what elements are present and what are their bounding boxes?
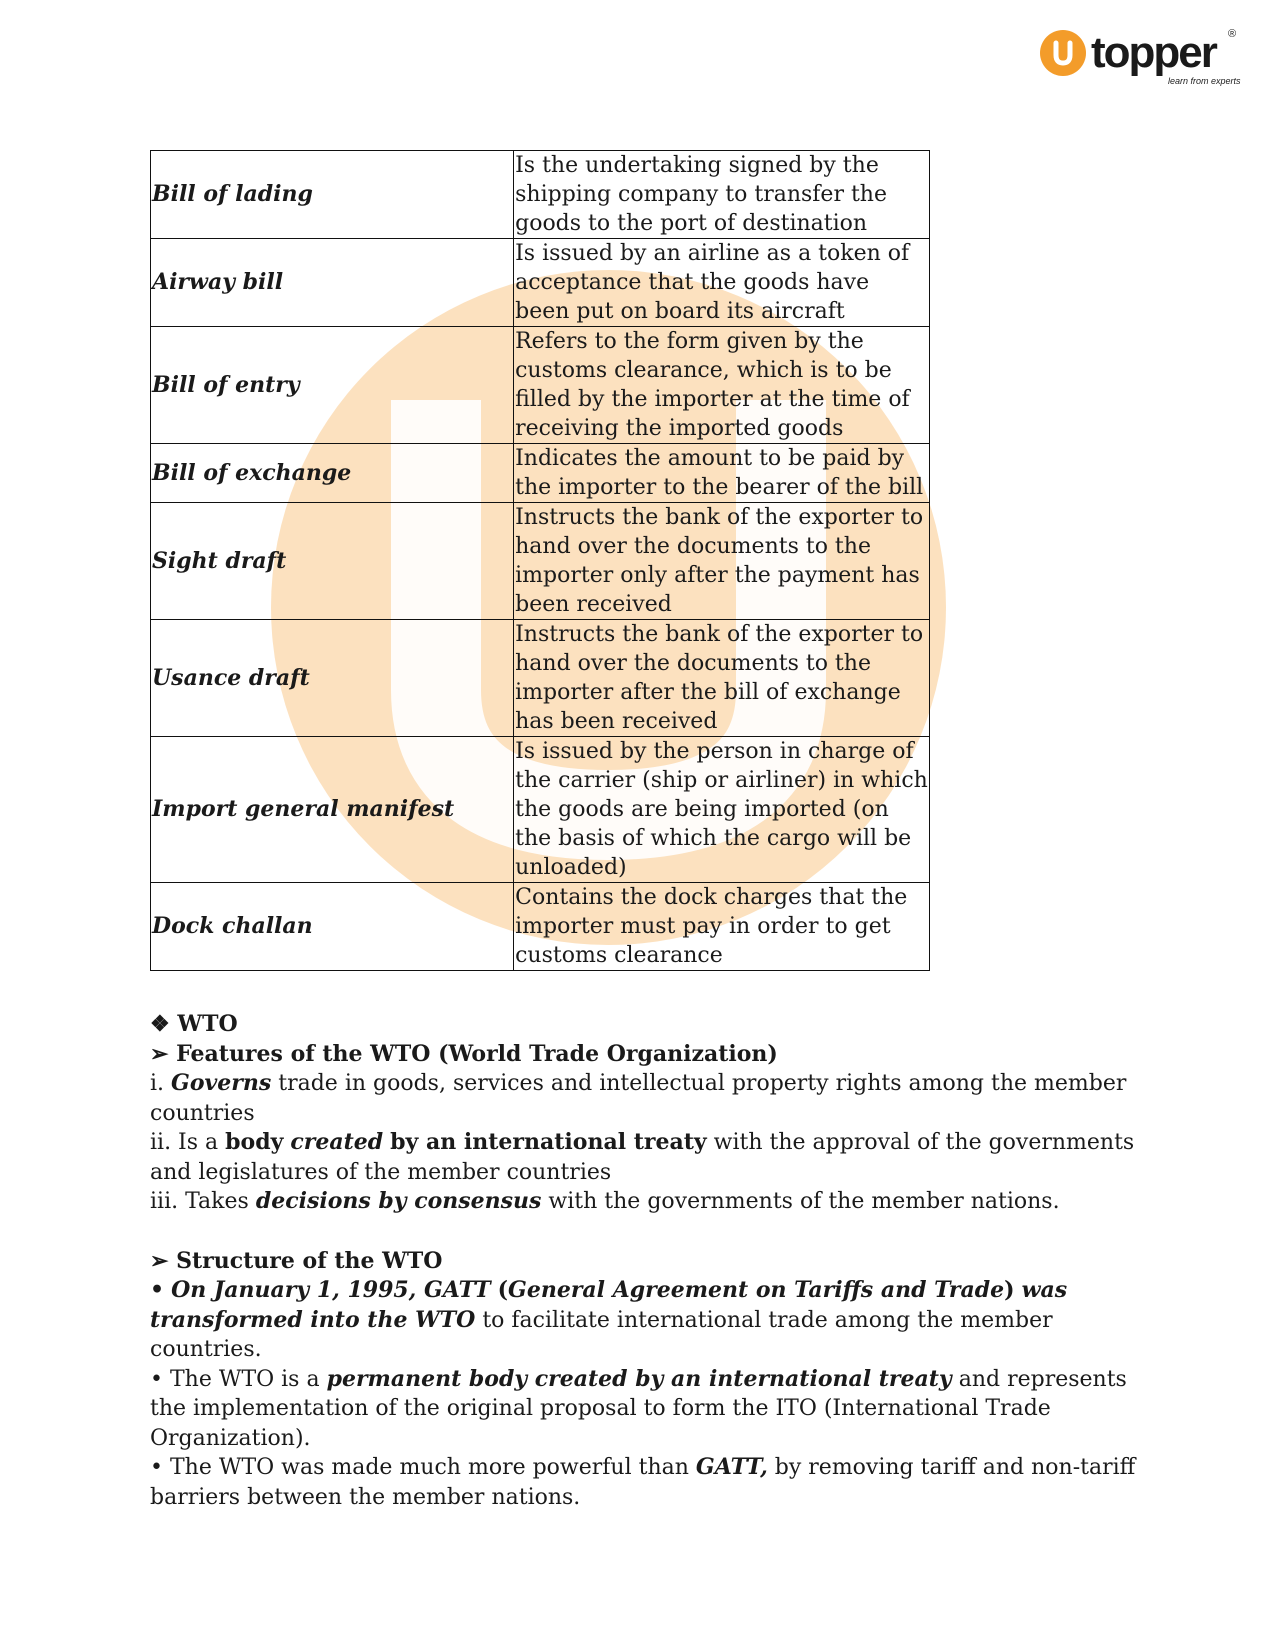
feature-item-ii: ii. Is a body created by an international treaty with the approval of the governments and legislatures of the member countries	[150, 1129, 1135, 1185]
table-row	[151, 327, 930, 444]
table-row	[151, 620, 930, 737]
structure-heading: ➢ Structure of the WTO	[150, 1247, 443, 1274]
table-row	[151, 737, 930, 883]
document-description: Instructs the bank of the exporter to hand over the documents to the importer after the bill of exchange has been received	[514, 620, 930, 737]
arrow-icon: ➢	[150, 1247, 169, 1274]
feature-item-iii: iii. Takes decisions by consensus with the governments of the member nations.	[150, 1188, 1060, 1214]
logo-tagline: learn from experts	[1168, 76, 1241, 86]
document-description: Is the undertaking signed by the shipping company to transfer the goods to the port of destination	[514, 151, 930, 239]
document-description: Indicates the amount to be paid by the importer to the bearer of the bill	[514, 444, 930, 503]
document-term: Sight draft	[151, 503, 514, 620]
document-description: Is issued by an airline as a token of acceptance that the goods have been put on board its aircraft	[514, 239, 930, 327]
feature-item-i: i. Governs trade in goods, services and intellectual property rights among the member countries	[150, 1070, 1127, 1126]
trade-documents-table	[150, 150, 930, 971]
wto-section	[150, 1010, 1150, 1512]
features-heading: ➢ Features of the WTO (World Trade Organization)	[150, 1040, 778, 1067]
topper-u-icon	[1040, 30, 1086, 76]
section-title: ❖ WTO	[150, 1011, 238, 1037]
arrow-icon: ➢	[150, 1040, 169, 1067]
table-row	[151, 444, 930, 503]
document-description: Instructs the bank of the exporter to hand over the documents to the importer only after the payment has been received	[514, 503, 930, 620]
document-term: Usance draft	[151, 620, 514, 737]
logo-wordmark: topper	[1091, 28, 1216, 77]
document-description: Is issued by the person in charge of the carrier (ship or airliner) in which the goods are being imported (on the basis of which the cargo will be unloaded)	[514, 737, 930, 883]
document-term: Bill of lading	[151, 151, 514, 239]
document-term: Import general manifest	[151, 737, 514, 883]
document-description: Refers to the form given by the customs clearance, which is to be filled by the importer at the time of receiving the imported goods	[514, 327, 930, 444]
document-term: Bill of exchange	[151, 444, 514, 503]
structure-point-1: • On January 1, 1995, GATT (General Agreement on Tariffs and Trade) was transformed into the WTO to facilitate international trade among the member countries.	[150, 1277, 1068, 1362]
table-row	[151, 239, 930, 327]
structure-point-3: • The WTO was made much more powerful than GATT, by removing tariff and non-tariff barriers between the member nations.	[150, 1454, 1136, 1510]
document-term: Bill of entry	[151, 327, 514, 444]
table-row	[151, 883, 930, 971]
document-term: Airway bill	[151, 239, 514, 327]
registered-mark: ®	[1228, 28, 1237, 40]
table-row	[151, 503, 930, 620]
brand-logo	[1040, 28, 1241, 86]
table-row	[151, 151, 930, 239]
document-description: Contains the dock charges that the importer must pay in order to get customs clearance	[514, 883, 930, 971]
document-term: Dock challan	[151, 883, 514, 971]
section-bullet-icon: ❖	[150, 1011, 170, 1037]
structure-point-2: • The WTO is a permanent body created by an international treaty and represents the implementation of the original proposal to form the ITO (International Trade Organization).	[150, 1365, 1127, 1451]
